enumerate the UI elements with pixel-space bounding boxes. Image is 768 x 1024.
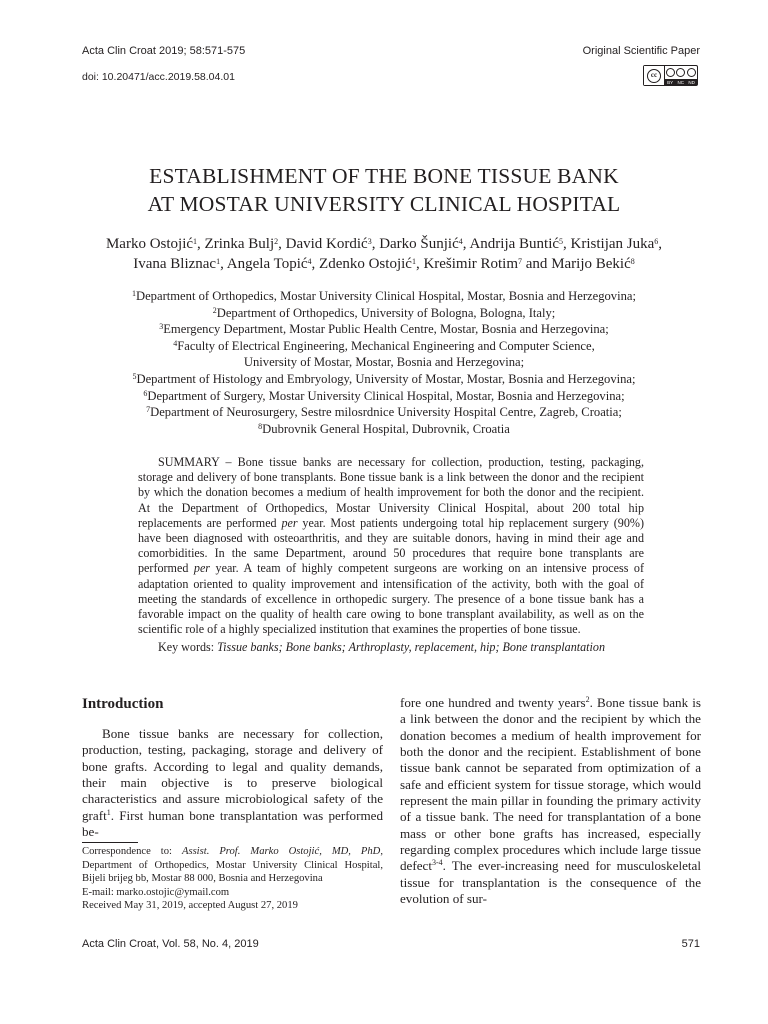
affiliation-mark: 6 xyxy=(143,388,148,398)
citation-mark: 1 xyxy=(106,807,111,817)
citation-mark: 3-4 xyxy=(431,858,443,868)
affiliation-text: Department of Surgery, Mostar University Clinical Hospital, Mostar, Bosnia and Herzegovina; xyxy=(147,388,625,403)
affiliation-mark: 1 xyxy=(132,289,136,298)
affiliation-text: Department of Neurosurgery, Sestre milosrdnice University Hospital Centre, Zagreb, Croatia; xyxy=(150,405,622,420)
keywords-terms: Tissue banks; Bone banks; Arthroplasty, replacement, hip; Bone transplantation xyxy=(217,640,605,654)
author-affiliation-mark: 8 xyxy=(630,257,635,266)
body-text: Bone tissue banks are necessary for collection, production, testing, packaging, storage and delivery of bone grafts. According to legal and quality demands, their main objective is to preserve biological characteristics and assure microbiological safety of the graft xyxy=(82,726,383,823)
author-name: Zdenko Ostojić xyxy=(319,256,412,272)
affiliation-mark: 3 xyxy=(159,322,164,332)
page-number: 571 xyxy=(681,938,700,950)
affiliation-line xyxy=(60,288,708,305)
received-dates: Received May 31, 2019, accepted August 27, 2019 xyxy=(82,900,298,912)
affiliation-text: Department of Histology and Embryology, University of Mostar, Mostar, Bosnia and Herzegovina; xyxy=(136,371,636,386)
author-name: Krešimir Rotim xyxy=(423,256,519,272)
affiliation-text: Faculty of Electrical Engineering, Mechanical Engineering and Computer Science, xyxy=(177,338,595,353)
cc-by-nc-nd-icon[interactable] xyxy=(643,65,698,86)
body-column-right xyxy=(400,695,701,907)
summary-text: year. Most patients undergoing total hip replacement surgery (90%) have been diagnosed with osteoarthritis, and they are suitable donors, having in mind their age and comorbidities. In the same Department, around 50 procedures that require bone transplants are performed xyxy=(138,515,644,576)
affiliation-mark: 8 xyxy=(258,421,263,431)
affiliation-text: Dubrovnik General Hospital, Dubrovnik, Croatia xyxy=(262,421,510,436)
paper-title xyxy=(0,162,768,218)
paper-type-label: Original Scientific Paper xyxy=(582,45,700,57)
affiliation-line xyxy=(60,388,708,405)
license-nd-label: ND xyxy=(688,79,695,85)
affiliation-mark: 2 xyxy=(212,305,217,315)
title-line: ESTABLISHMENT OF THE BONE TISSUE BANK xyxy=(149,164,619,188)
author-name: Ivana Bliznac xyxy=(133,256,217,272)
affiliation-mark: 7 xyxy=(146,405,151,415)
footer-journal-issue: Acta Clin Croat, Vol. 58, No. 4, 2019 xyxy=(82,938,259,950)
summary-italic: per xyxy=(281,515,298,530)
body-text: . First human bone transplantation was performed be- xyxy=(82,807,383,840)
affiliation-line xyxy=(60,354,708,371)
author-affiliation-mark: 6 xyxy=(654,237,659,246)
author-affiliation-mark: 4 xyxy=(458,237,463,246)
summary-text: year. A team of highly competent surgeons are working on an intensive process of adaptation oriented to quality improvement and intensification of the activity, both with the goal of meeting the standards of excellence in orthopedic surgery. The presence of a bone tissue bank has a favorable impact on the quality of health care owing to bone transplant availability, as well as on the scientific role of a highly specialized institution that examines the properties of bone tissue. xyxy=(138,561,644,637)
abstract-summary xyxy=(138,455,644,637)
correspondence-email[interactable]: E-mail: marko.ostojic@ymail.com xyxy=(82,886,230,898)
author-affiliation-mark: 7 xyxy=(518,257,523,266)
author-name: Angela Topić xyxy=(226,256,308,272)
affiliation-text: Department of Orthopedics, Mostar University Clinical Hospital, Mostar, Bosnia and Herzegovina; xyxy=(136,289,636,303)
keywords xyxy=(158,640,605,655)
author-name: Marijo Bekić xyxy=(551,256,631,272)
affiliation-line xyxy=(60,404,708,421)
affiliation-text: Emergency Department, Mostar Public Health Centre, Mostar, Bosnia and Herzegovina; xyxy=(163,322,609,337)
body-text: . Bone tissue bank is a link between the donor and the recipient by which the donation becomes a medium of health improvement for both the donor and the recipient. Establishment of bone tissue bank cannot be separated from optimization of a safe and efficient system for tissue storage, which would represent the main pillar in founding the primary activity of a tissue bank. The need for transplantation of a bone mass or other bone grafts has increased, especially regarding complex procedures which include large tissue defect xyxy=(400,695,701,874)
section-heading-introduction: Introduction xyxy=(82,696,164,712)
affiliation-list xyxy=(60,288,708,437)
author-name: David Kordić xyxy=(285,236,368,252)
by-icon xyxy=(666,68,675,77)
body-text: fore one hundred and twenty years xyxy=(400,695,586,710)
body-column-left xyxy=(82,726,383,840)
affiliation-line xyxy=(60,305,708,322)
author-name: Kristijan Juka xyxy=(570,236,655,252)
citation-mark: 2 xyxy=(585,695,590,704)
correspondence-footnote xyxy=(82,845,383,913)
affiliation-line xyxy=(60,371,708,388)
nd-icon xyxy=(687,68,696,77)
author-affiliation-mark: 1 xyxy=(411,257,416,266)
license-nc-label: NC xyxy=(677,79,684,85)
license-by-label: BY xyxy=(667,79,674,85)
nc-icon xyxy=(676,68,685,77)
affiliation-text: Department of Orthopedics, University of Bologna, Bologna, Italy; xyxy=(216,305,556,320)
title-line: AT MOSTAR UNIVERSITY CLINICAL HOSPITAL xyxy=(147,192,621,216)
doi-link[interactable]: doi: 10.20471/acc.2019.58.04.01 xyxy=(82,71,235,83)
author-affiliation-mark: 4 xyxy=(307,257,312,266)
author-name: Darko Šunjić xyxy=(379,236,459,252)
affiliation-line xyxy=(60,421,708,438)
author-affiliation-mark: 1 xyxy=(216,257,221,266)
journal-reference: Acta Clin Croat 2019; 58:571-575 xyxy=(82,45,246,57)
keywords-label: Key words: xyxy=(158,640,218,654)
author-name: Marko Ostojić xyxy=(105,236,194,252)
author-affiliation-mark: 5 xyxy=(559,237,564,246)
summary-text: SUMMARY – Bone tissue banks are necessary for collection, production, testing, packaging, storage and delivery of bone transplants. Bone tissue bank is a link between the donor and the recipient by which the donation becomes a medium of health improvement for both the donor and the recipient. At the Department of Orthopedics, Mostar University Clinical Hospital, about 200 total hip replacements are performed xyxy=(138,455,644,530)
author-name: Zrinka Bulj xyxy=(204,236,275,252)
cc-circle-icon: cc xyxy=(647,69,661,83)
author-list: Marko Ostojić$^1$, Zrinka Bulj$^2$, David Kordić$^3$, Darko Šunjić$^4$, Andrija Buntić$^5$, Kristijan Juka$^6$, Ivana Bliznac$^1$, Angela Topić$^4$, Zdenko Ostojić$^1$, Krešimir Rotim$^7$ and Marijo Bekić$^8$ xyxy=(105,236,663,272)
affiliation-mark: 4 xyxy=(173,338,178,348)
summary-italic: per xyxy=(193,561,211,576)
correspondence-address: , Department of Orthopedics, Mostar University Clinical Hospital, Bijeli brijeg bb, Mostar 88 000, Bosnia and Herzegovina xyxy=(82,846,383,885)
footnote-divider xyxy=(82,842,138,843)
affiliation-text: University of Mostar, Mostar, Bosnia and Herzegovina; xyxy=(243,355,525,370)
author-name: Andrija Buntić xyxy=(469,236,560,252)
affiliation-line xyxy=(60,321,708,338)
author-affiliation-mark: 2 xyxy=(274,237,279,246)
correspondence-name: Assist. Prof. Marko Ostojić, MD, PhD xyxy=(181,846,381,857)
author-affiliation-mark: 3 xyxy=(367,237,372,246)
author-affiliation-mark: 1 xyxy=(193,237,198,246)
affiliation-mark: 5 xyxy=(132,371,137,381)
correspondence-label: Correspondence to: xyxy=(82,846,182,857)
affiliation-line xyxy=(60,338,708,355)
body-text: . The ever-increasing need for musculoskeletal tissue for transplantation is the consequence of the evolution of sur- xyxy=(400,858,701,907)
